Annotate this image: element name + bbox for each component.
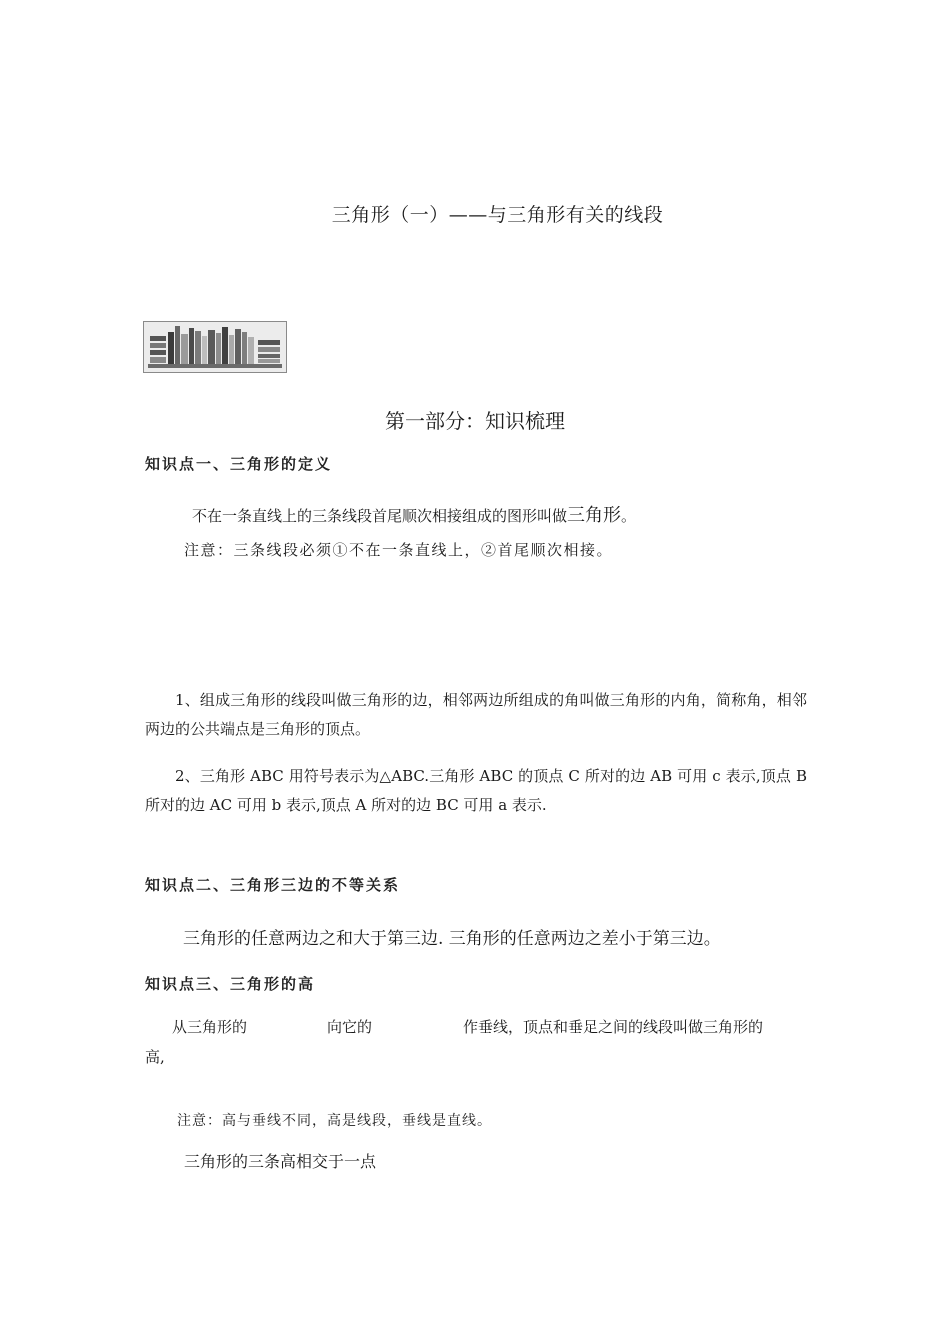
books-illustration-icon [144, 322, 286, 372]
altitude-text-part3: 作垂线，顶点和垂足之间的线段叫做三角形的 [463, 1018, 764, 1036]
knowledge-point-2-heading: 知识点二、三角形三边的不等关系 [145, 876, 401, 894]
books-banner-image [143, 321, 287, 373]
knowledge-point-1-heading: 知识点一、三角形的定义 [145, 455, 333, 473]
section-heading: 第一部分：知识梳理 [385, 409, 565, 433]
inequality-statement: 三角形的任意两边之和大于第三边. 三角形的任意两边之差小于第三边。 [183, 929, 721, 949]
altitude-definition-line2: 高, [145, 1048, 165, 1066]
definition-text: 不在一条直线上的三条线段首尾顺次相接组成的图形叫做 [192, 507, 568, 525]
definition-term: 三角形 [567, 505, 622, 526]
altitudes-conclusion: 三角形的三条高相交于一点 [184, 1152, 377, 1171]
definition-end: 。 [621, 507, 637, 525]
altitude-note: 注意：高与垂线不同，高是线段，垂线是直线。 [177, 1113, 492, 1129]
altitude-text-part1: 从三角形的 [172, 1018, 248, 1036]
knowledge-point-3-heading: 知识点三、三角形的高 [145, 975, 316, 993]
triangle-definition [192, 501, 636, 527]
document-title: 三角形（一）——与三角形有关的线段 [331, 204, 664, 226]
item-2-paragraph: 2、三角形 ABC 用符号表示为△ABC.三角形 ABC 的顶点 C 所对的边 AB 可用 c 表示,顶点 B 所对的边 AC 可用 b 表示,顶点 A 所对的边 BC 可用 a 表示. [145, 767, 807, 814]
item-1-paragraph: 1、组成三角形的线段叫做三角形的边，相邻两边所组成的角叫做三角形的内角，简称角，相邻两边的公共端点是三角形的顶点。 [145, 691, 807, 738]
altitude-definition-line1 [172, 1016, 763, 1037]
definition-note: 注意：三条线段必须①不在一条直线上，②首尾顺次相接。 [184, 541, 614, 559]
altitude-text-part2: 向它的 [327, 1018, 373, 1036]
